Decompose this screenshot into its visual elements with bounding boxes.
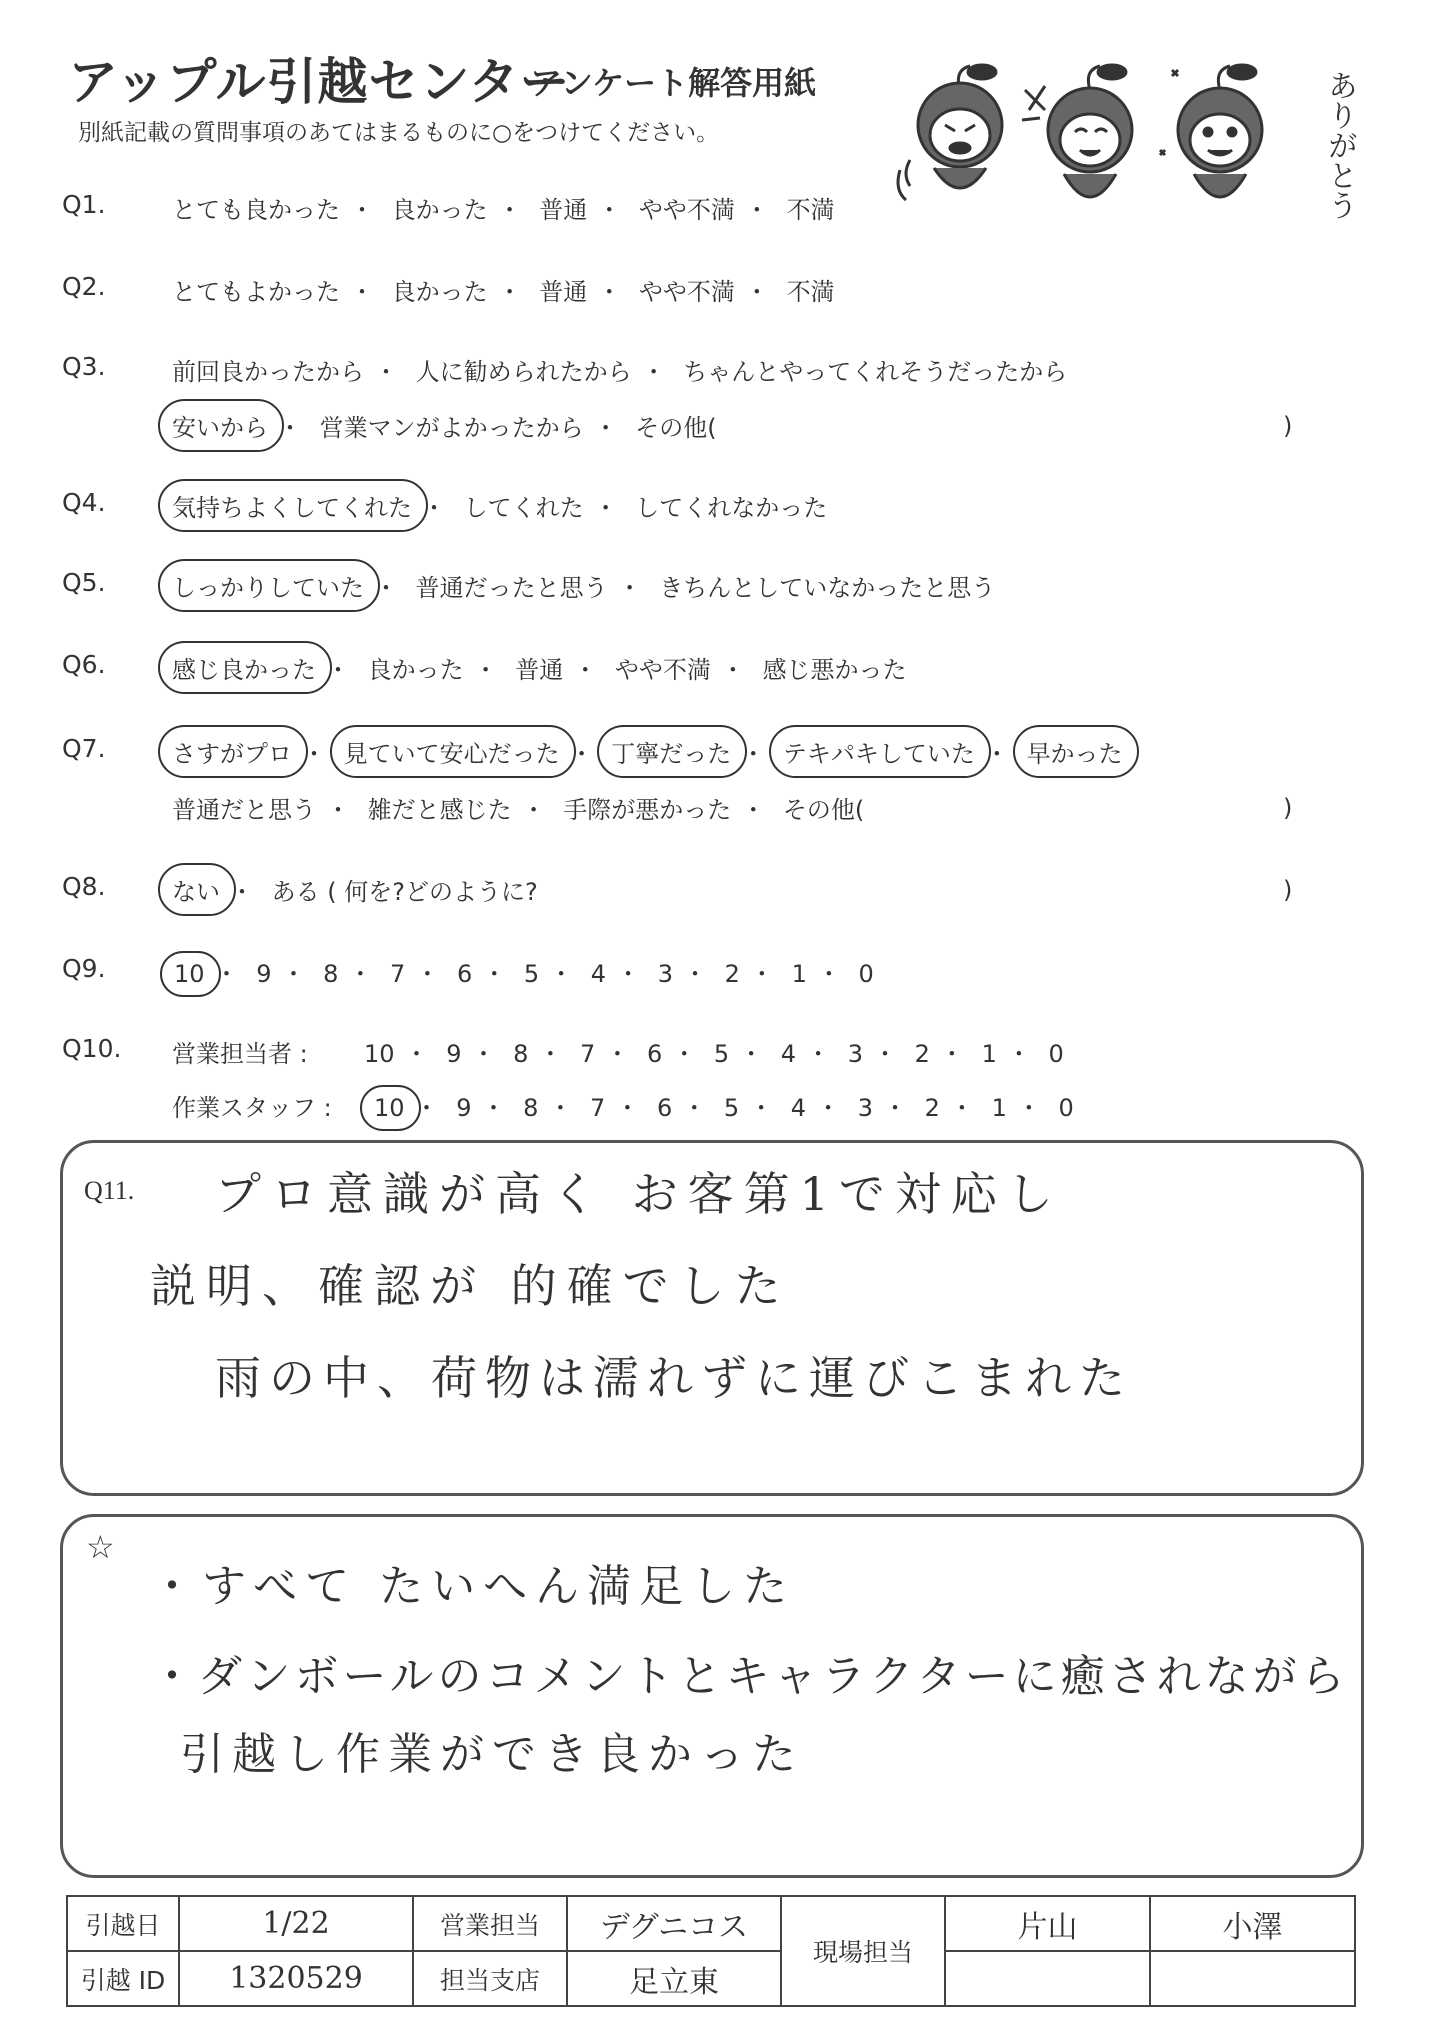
q7-options-line2: 普通だと思う ・ 雑だと感じた ・ 手際が悪かった ・ その他( — [172, 790, 864, 825]
q9-score-6[interactable]: 6 — [456, 960, 473, 988]
q3-option-1[interactable]: 前回良かったから — [172, 358, 364, 386]
q10-sales-options: 10 ・ 9 ・ 8 ・ 7 ・ 6 ・ 5 ・ 4 ・ 3 ・ 2 ・ 1 ・ 0 — [364, 1040, 1064, 1068]
q1-options: とても良かった ・ 良かった ・ 普通 ・ やや不満 ・ 不満 — [172, 190, 835, 225]
footer-info-table — [66, 1895, 1356, 2007]
q10-staff-score-0[interactable]: 0 — [1058, 1094, 1074, 1122]
q3-option-5[interactable]: 営業マンがよかったから — [319, 414, 584, 442]
q3-option-3[interactable]: ちゃんとやってくれそうだったから — [683, 358, 1068, 386]
star-handwritten-line-3: 引越し作業ができ良かった — [180, 1729, 804, 1780]
q8-close-paren: ) — [1283, 876, 1293, 904]
q10-staff-score-6[interactable]: 6 — [656, 1094, 673, 1122]
q5-options: しっかりしていた ・ 普通だったと思う ・ きちんとしていなかったと思う — [172, 568, 995, 603]
q1-option-5[interactable]: 不満 — [786, 196, 835, 224]
q2-option-5[interactable]: 不満 — [786, 278, 835, 306]
q5-option-3[interactable]: きちんとしていなかったと思う — [659, 574, 996, 602]
q9-score-4[interactable]: 4 — [590, 960, 607, 988]
q9-score-1[interactable]: 1 — [791, 960, 807, 988]
branch-value[interactable]: 足立東 — [567, 1951, 781, 2006]
q11-handwritten-line-1: プロ意識が高く お客第1で対応し — [215, 1167, 1063, 1221]
q1-option-1[interactable]: とても良かった — [172, 196, 340, 224]
q7-option-7[interactable]: 雑だと感じた — [367, 796, 512, 824]
q10-staff-score-5[interactable]: 5 — [723, 1094, 740, 1122]
q1-option-3[interactable]: 普通 — [539, 196, 588, 224]
q2-label: Q2. — [62, 272, 106, 301]
q7-option-5[interactable]: 早かった — [1027, 734, 1123, 769]
q3-option-other[interactable]: その他( — [635, 414, 717, 442]
q11-label: Q11. — [84, 1176, 135, 1205]
q10-staff-score-3[interactable]: 3 — [857, 1094, 873, 1122]
instruction-text: 別紙記載の質問事項のあてはまるものに○をつけてください。 — [78, 120, 720, 146]
q7-option-3[interactable]: 丁寧だった — [611, 734, 731, 769]
q1-option-4[interactable]: やや不満 — [638, 196, 735, 224]
q6-label: Q6. — [62, 650, 106, 679]
q10-staff-score-10[interactable]: 10 — [374, 1094, 405, 1122]
q10-sales-label: 営業担当者 : — [172, 1040, 308, 1068]
q4-option-2[interactable]: してくれた — [463, 494, 584, 522]
q5-option-1[interactable]: しっかりしていた — [172, 568, 364, 603]
q10-staff-score-2[interactable]: 2 — [924, 1094, 940, 1122]
site-rep-label: 現場担当 — [781, 1896, 945, 2006]
q10-sales-score-4[interactable]: 4 — [780, 1040, 797, 1068]
q4-option-1[interactable]: 気持ちよくしてくれた — [172, 488, 412, 523]
q9-score-3[interactable]: 3 — [657, 960, 673, 988]
q7-option-4[interactable]: テキパキしていた — [783, 734, 975, 769]
q10-sales-score-0[interactable]: 0 — [1048, 1040, 1064, 1068]
q8-option-some[interactable]: ある ( 何を?どのように? — [271, 878, 538, 906]
brand-title: アップル引越センター — [68, 53, 571, 111]
q6-option-3[interactable]: 普通 — [515, 656, 564, 684]
q7-option-1[interactable]: さすがプロ — [172, 734, 292, 769]
q8-options: ない ・ ある ( 何を?どのように? — [172, 872, 538, 907]
q10-sales-score-9[interactable]: 9 — [446, 1040, 462, 1068]
q7-options-line1: さすがプロ ・ 見ていて安心だった ・ 丁寧だった ・ テキパキしていた ・ 早かった — [172, 734, 1123, 769]
q7-label: Q7. — [62, 734, 106, 763]
q10-sales-score-3[interactable]: 3 — [847, 1040, 863, 1068]
site-rep-empty-1[interactable] — [945, 1951, 1150, 2006]
sales-rep-value[interactable]: デグニコス — [567, 1896, 781, 1951]
q6-option-4[interactable]: やや不満 — [614, 656, 711, 684]
q9-score-0[interactable]: 0 — [858, 960, 874, 988]
q8-label: Q8. — [62, 872, 106, 901]
q2-option-1[interactable]: とてもよかった — [172, 278, 340, 306]
q2-option-2[interactable]: 良かった — [391, 278, 488, 306]
q4-options: 気持ちよくしてくれた ・ してくれた ・ してくれなかった — [172, 488, 827, 523]
q9-score-5[interactable]: 5 — [523, 960, 540, 988]
q6-options: 感じ良かった ・ 良かった ・ 普通 ・ やや不満 ・ 感じ悪かった — [172, 650, 907, 685]
q9-score-9[interactable]: 9 — [256, 960, 272, 988]
q2-options: とてもよかった ・ 良かった ・ 普通 ・ やや不満 ・ 不満 — [172, 272, 835, 307]
q4-option-3[interactable]: してくれなかった — [635, 494, 828, 522]
q9-score-7[interactable]: 7 — [390, 960, 406, 988]
q2-option-4[interactable]: やや不満 — [638, 278, 735, 306]
q3-option-2[interactable]: 人に勧められたから — [415, 358, 632, 386]
move-id-label: 引越 ID — [67, 1951, 179, 2006]
q10-sales-score-5[interactable]: 5 — [713, 1040, 730, 1068]
q9-score-2[interactable]: 2 — [724, 960, 740, 988]
q11-handwritten-line-3: 雨の中、荷物は濡れずに運びこまれた — [215, 1351, 1133, 1405]
q3-label: Q3. — [62, 352, 106, 381]
q8-option-none[interactable]: ない — [172, 872, 220, 907]
sales-rep-label: 営業担当 — [413, 1896, 567, 1951]
document-title: アンケート解答用紙 — [530, 64, 817, 102]
q7-option-2[interactable]: 見ていて安心だった — [344, 734, 560, 769]
q10-sales-score-8[interactable]: 8 — [513, 1040, 529, 1068]
q9-score-8[interactable]: 8 — [323, 960, 339, 988]
star-icon: ☆ — [86, 1528, 115, 1566]
q10-staff-label: 作業スタッフ : — [172, 1094, 332, 1122]
q7-option-other[interactable]: その他( — [782, 796, 865, 824]
site-rep-empty-2[interactable] — [1150, 1951, 1355, 2006]
q10-label: Q10. — [62, 1034, 122, 1063]
q9-label: Q9. — [62, 954, 106, 983]
branch-label: 担当支店 — [413, 1951, 567, 2006]
q3-options-line2: 安いから ・ 営業マンがよかったから ・ その他( — [172, 408, 717, 443]
q7-close-paren: ) — [1283, 794, 1293, 822]
q10-staff-score-7[interactable]: 7 — [590, 1094, 606, 1122]
q9-score-10[interactable]: 10 — [174, 960, 205, 988]
q7-option-8[interactable]: 手際が悪かった — [563, 796, 732, 824]
q1-option-2[interactable]: 良かった — [391, 196, 488, 224]
q10-sales-score-6[interactable]: 6 — [646, 1040, 663, 1068]
move-id-value[interactable]: 1320529 — [179, 1951, 413, 2006]
q3-options-line1: 前回良かったから ・ 人に勧められたから ・ ちゃんとやってくれそうだったから — [172, 352, 1067, 387]
q10-sales-score-10[interactable]: 10 — [364, 1040, 395, 1068]
q10-sales-score-1[interactable]: 1 — [981, 1040, 997, 1068]
q5-option-2[interactable]: 普通だったと思う — [415, 574, 608, 602]
star-handwritten-line-2: ・ダンボールのコメントとキャラクターに癒されながら — [150, 1651, 1349, 1702]
q10-sales-score-7[interactable]: 7 — [580, 1040, 596, 1068]
q10-staff-score-8[interactable]: 8 — [523, 1094, 539, 1122]
q10-staff-score-9[interactable]: 9 — [456, 1094, 472, 1122]
q10-sales-score-2[interactable]: 2 — [914, 1040, 930, 1068]
q10-staff-options: 10 ・ 9 ・ 8 ・ 7 ・ 6 ・ 5 ・ 4 ・ 3 ・ 2 ・ 1 ・ 0 — [374, 1094, 1074, 1122]
q10-staff-score-4[interactable]: 4 — [790, 1094, 807, 1122]
q4-label: Q4. — [62, 488, 106, 517]
q3-option-4[interactable]: 安いから — [172, 408, 268, 443]
site-rep-value-1[interactable]: 片山 — [945, 1896, 1150, 1951]
move-date-value[interactable]: 1/22 — [179, 1896, 413, 1951]
mascot-caption: ありがとう — [1322, 70, 1357, 220]
q9-options: 10 ・ 9 ・ 8 ・ 7 ・ 6 ・ 5 ・ 4 ・ 3 ・ 2 ・ 1 ・ 0 — [174, 960, 874, 988]
monkey-mascot-icons — [890, 50, 1320, 240]
q2-option-3[interactable]: 普通 — [539, 278, 588, 306]
star-handwritten-line-1: ・すべて たいへん満足した — [150, 1561, 796, 1612]
site-rep-value-2[interactable]: 小澤 — [1150, 1896, 1355, 1951]
move-date-label: 引越日 — [67, 1896, 179, 1951]
q6-option-2[interactable]: 良かった — [367, 656, 464, 684]
q7-option-6[interactable]: 普通だと思う — [172, 796, 316, 824]
q6-option-1[interactable]: 感じ良かった — [172, 650, 316, 685]
q6-option-5[interactable]: 感じ悪かった — [762, 656, 907, 684]
q5-label: Q5. — [62, 568, 106, 597]
q10-staff-score-1[interactable]: 1 — [991, 1094, 1007, 1122]
q1-label: Q1. — [62, 190, 106, 219]
q11-handwritten-line-2: 説明、確認が 的確でした — [150, 1259, 791, 1313]
q3-close-paren: ) — [1283, 412, 1293, 440]
